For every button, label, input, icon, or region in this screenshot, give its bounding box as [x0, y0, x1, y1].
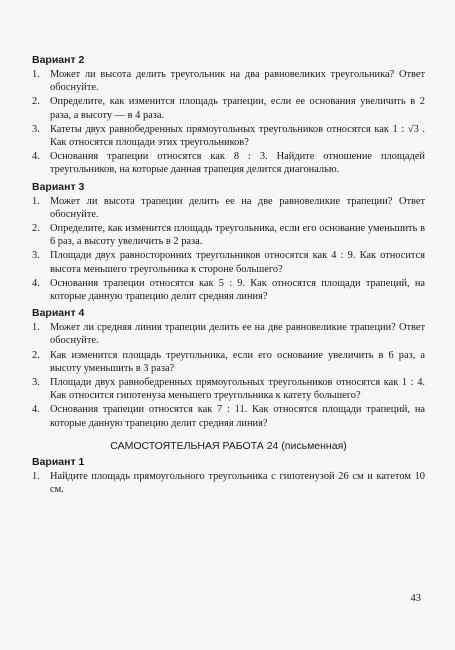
- task-list: [32, 321, 425, 430]
- task-text: Определите, как изменится площадь трапеции, если ее основания увеличить в 2 раза, а высоту — в 4 раза.: [50, 96, 425, 121]
- variant-title: Вариант 3: [32, 180, 85, 193]
- variant-title: Вариант 1: [32, 455, 85, 468]
- task-text: Катеты двух равнобедренных прямоугольных треугольников относятся как 1 : √3 . Как относятся площади этих треугольников?: [50, 123, 425, 149]
- task-item: [32, 376, 425, 402]
- task-item: [32, 349, 425, 375]
- variant-3-block: [32, 181, 425, 304]
- task-number: 4.: [32, 277, 40, 289]
- task-number: 1.: [32, 195, 40, 207]
- task-number: 2.: [32, 223, 40, 235]
- page-number: 43: [410, 593, 421, 604]
- variant-title: Вариант 4: [32, 307, 85, 320]
- task-number: 4.: [32, 151, 40, 163]
- task-item: [32, 222, 425, 248]
- task-list: [32, 68, 425, 177]
- task-text: Найдите площадь прямоугольного треугольника с гипотенузой 26 см и катетом 10 см.: [50, 470, 425, 496]
- task-item: [32, 95, 425, 121]
- task-text: Основания трапеции относятся как 5 : 9. Как относятся площади трапеций, на которые данную трапецию делит средняя линия?: [50, 277, 425, 303]
- task-text: Как изменится площадь треугольника, если его основание увеличить в 6 раз, а высоту уменьшить в 3 раза?: [50, 349, 425, 374]
- task-number: 2.: [32, 96, 40, 108]
- task-number: 3.: [32, 377, 40, 389]
- task-number: 4.: [32, 404, 40, 416]
- task-text: Может ли средняя линия трапеции делить ее на две равновеликие трапеции? Ответ обоснуйте.: [50, 322, 425, 347]
- task-text: Площади двух равносторонних треугольников относятся как 4 : 9. Как относится высота меньшего треугольника к стороне большего?: [50, 250, 425, 275]
- task-list: [32, 195, 425, 304]
- task-text: Основания трапеции относятся как 8 : 3. Найдите отношение площадей треугольников, на которые данная трапеция делится диагональю.: [50, 151, 425, 176]
- task-number: 1.: [32, 470, 40, 482]
- task-text: Может ли высота трапеции делить ее на две равновеликие трапеции? Ответ обоснуйте.: [50, 195, 425, 220]
- task-item: [32, 403, 425, 429]
- variant-title: Вариант 2: [32, 54, 85, 66]
- task-number: 3.: [32, 250, 40, 262]
- task-text: Определите, как изменится площадь треугольника, если его основание уменьшить в 6 раз, а высоту увеличить в 2 раза.: [50, 223, 425, 248]
- task-text: Площади двух равнобедренных прямоугольных треугольников относятся как 1 : 4. Как относится гипотенуза меньшего треугольника к катету большего?: [50, 377, 425, 402]
- task-item: [32, 68, 425, 94]
- variant-4-block: [32, 307, 425, 430]
- task-item: [32, 195, 425, 221]
- task-item: [32, 277, 425, 303]
- variant-2-block: [32, 54, 425, 177]
- task-number: 1.: [32, 69, 40, 80]
- task-number: 2.: [32, 349, 40, 361]
- task-number: 3.: [32, 123, 40, 135]
- task-number: 1.: [32, 322, 40, 334]
- task-text: Может ли высота делить треугольник на два равновеликих треугольника? Ответ обоснуйте.: [50, 69, 425, 94]
- task-item: [32, 150, 425, 176]
- section-title: САМОСТОЯТЕЛЬНАЯ РАБОТА 24 (письменная): [110, 439, 347, 452]
- task-item: [32, 321, 425, 347]
- task-list: [32, 470, 425, 496]
- task-item: [32, 470, 425, 496]
- task-text: Основания трапеции относятся как 7 : 11. Как относятся площади трапеций, на которые данную трапецию делит средняя линия?: [50, 404, 425, 429]
- task-item: [32, 249, 425, 275]
- task-item: [32, 123, 425, 149]
- section-variant-1-block: [32, 456, 425, 496]
